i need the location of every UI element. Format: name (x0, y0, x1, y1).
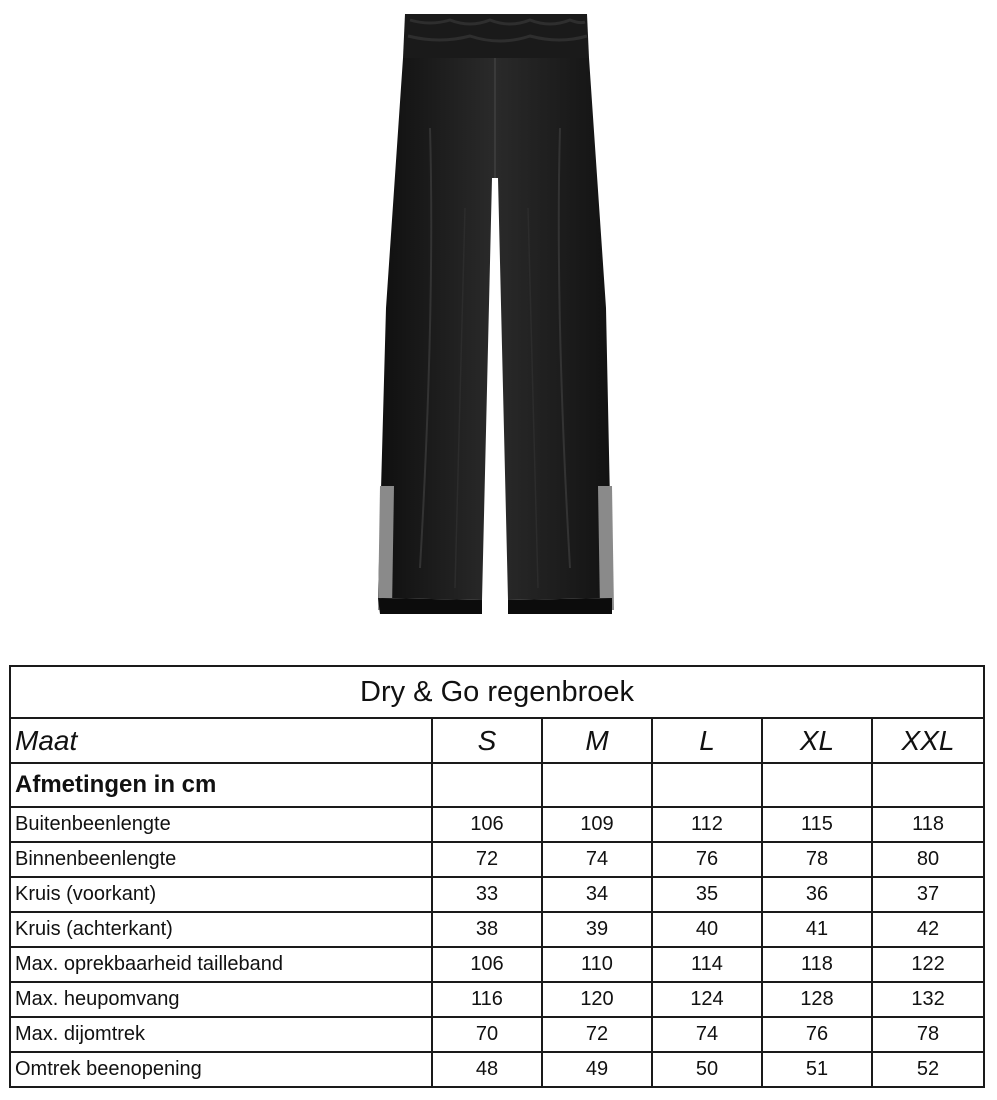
size-chart-table (9, 665, 985, 1088)
row-label: Max. heupomvang (10, 982, 432, 1017)
row-label: Buitenbeenlengte (10, 807, 432, 842)
table-title: Dry & Go regenbroek (10, 666, 984, 718)
table-cell: 132 (872, 982, 984, 1017)
size-header: M (542, 718, 652, 763)
table-cell: 34 (542, 877, 652, 912)
row-label: Omtrek beenopening (10, 1052, 432, 1087)
table-cell: 38 (432, 912, 542, 947)
section-row (10, 763, 984, 807)
table-row (10, 1017, 984, 1052)
table-cell: 42 (872, 912, 984, 947)
empty-cell (762, 763, 872, 807)
size-header: XXL (872, 718, 984, 763)
row-label: Max. oprekbaarheid tailleband (10, 947, 432, 982)
row-label: Binnenbeenlengte (10, 842, 432, 877)
table-cell: 49 (542, 1052, 652, 1087)
row-label: Kruis (achterkant) (10, 912, 432, 947)
table-cell: 36 (762, 877, 872, 912)
table-cell: 37 (872, 877, 984, 912)
row-label: Max. dijomtrek (10, 1017, 432, 1052)
empty-cell (542, 763, 652, 807)
table-cell: 78 (872, 1017, 984, 1052)
table-cell: 118 (762, 947, 872, 982)
table-cell: 115 (762, 807, 872, 842)
table-cell: 112 (652, 807, 762, 842)
rain-pants-image (360, 8, 630, 623)
table-cell: 35 (652, 877, 762, 912)
table-cell: 48 (432, 1052, 542, 1087)
table-cell: 39 (542, 912, 652, 947)
table-cell: 51 (762, 1052, 872, 1087)
row-label: Kruis (voorkant) (10, 877, 432, 912)
size-header: L (652, 718, 762, 763)
size-header: S (432, 718, 542, 763)
table-cell: 106 (432, 947, 542, 982)
size-header: XL (762, 718, 872, 763)
table-cell: 50 (652, 1052, 762, 1087)
empty-cell (872, 763, 984, 807)
table-cell: 41 (762, 912, 872, 947)
table-cell: 122 (872, 947, 984, 982)
table-cell: 116 (432, 982, 542, 1017)
table-cell: 110 (542, 947, 652, 982)
table-cell: 109 (542, 807, 652, 842)
table-cell: 114 (652, 947, 762, 982)
table-row (10, 807, 984, 842)
size-label: Maat (10, 718, 432, 763)
table-cell: 74 (542, 842, 652, 877)
table-title-row (10, 666, 984, 718)
empty-cell (652, 763, 762, 807)
table-cell: 33 (432, 877, 542, 912)
table-row (10, 1052, 984, 1087)
table-cell: 78 (762, 842, 872, 877)
table-row (10, 947, 984, 982)
section-label: Afmetingen in cm (10, 763, 432, 807)
table-cell: 70 (432, 1017, 542, 1052)
table-cell: 118 (872, 807, 984, 842)
table-row (10, 877, 984, 912)
table-cell: 124 (652, 982, 762, 1017)
table-cell: 76 (762, 1017, 872, 1052)
table-cell: 76 (652, 842, 762, 877)
table-cell: 128 (762, 982, 872, 1017)
table-row (10, 842, 984, 877)
table-cell: 52 (872, 1052, 984, 1087)
table-cell: 72 (432, 842, 542, 877)
table-cell: 72 (542, 1017, 652, 1052)
table-cell: 106 (432, 807, 542, 842)
table-row (10, 912, 984, 947)
size-header-row (10, 718, 984, 763)
table-cell: 120 (542, 982, 652, 1017)
empty-cell (432, 763, 542, 807)
table-cell: 40 (652, 912, 762, 947)
table-cell: 80 (872, 842, 984, 877)
table-row (10, 982, 984, 1017)
table-cell: 74 (652, 1017, 762, 1052)
